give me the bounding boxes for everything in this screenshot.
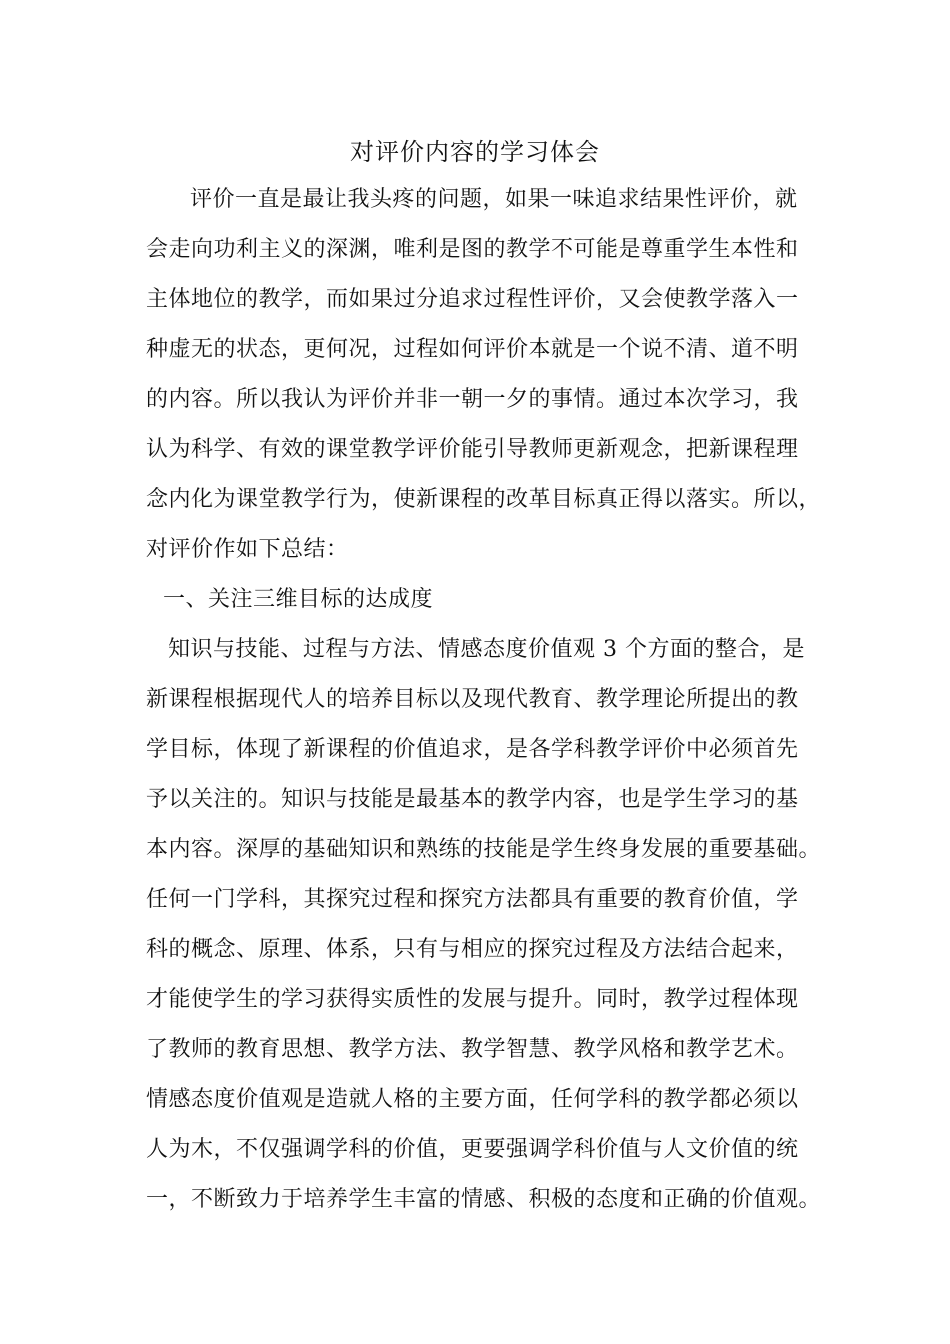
body-line-8: 对评价作如下总结： <box>146 537 349 562</box>
body-line-21: 一，不断致力于培养学生丰富的情感、积极的态度和正确的价值观。 <box>146 1187 822 1212</box>
body-line-20: 人为木，不仅强调学科的价值，更要强调学科价值与人文价值的统 <box>146 1137 799 1162</box>
body-line-5: 的内容。所以我认为评价并非一朝一夕的事情。通过本次学习，我 <box>146 387 799 412</box>
body-line-16: 科的概念、原理、体系，只有与相应的探究过程及方法结合起来， <box>146 937 799 962</box>
body-line-10: 知识与技能、过程与方法、情感态度价值观 3 个方面的整合，是 <box>168 637 805 662</box>
body-line-13: 予以关注的。知识与技能是最基本的教学内容，也是学生学习的基 <box>146 787 799 812</box>
body-line-6: 认为科学、有效的课堂教学评价能引导教师更新观念，把新课程理 <box>146 437 799 462</box>
body-line-18: 了教师的教育思想、教学方法、教学智慧、教学风格和教学艺术。 <box>146 1037 799 1062</box>
body-line-7: 念内化为课堂教学行为，使新课程的改革目标真正得以落实。所以， <box>146 487 822 512</box>
body-line-3: 主体地位的教学，而如果过分追求过程性评价，又会使教学落入一 <box>146 287 799 312</box>
document-title: 对评价内容的学习体会 <box>350 138 600 166</box>
body-line-2: 会走向功利主义的深渊，唯利是图的教学不可能是尊重学生本性和 <box>146 237 799 262</box>
body-line-15: 任何一门学科，其探究过程和探究方法都具有重要的教育价值，学 <box>146 887 799 912</box>
section-heading: 一、关注三维目标的达成度 <box>163 587 434 612</box>
body-line-19: 情感态度价值观是造就人格的主要方面，任何学科的教学都必须以 <box>146 1087 799 1112</box>
body-line-11: 新课程根据现代人的培养目标以及现代教育、教学理论所提出的教 <box>146 687 799 712</box>
body-line-17: 才能使学生的学习获得实质性的发展与提升。同时，教学过程体现 <box>146 987 799 1012</box>
body-line-1: 评价一直是最让我头疼的问题，如果一味追求结果性评价，就 <box>190 187 798 212</box>
body-line-14: 本内容。深厚的基础知识和熟练的技能是学生终身发展的重要基础。 <box>146 837 822 862</box>
body-line-4: 种虚无的状态，更何况，过程如何评价本就是一个说不清、道不明 <box>146 337 799 362</box>
body-line-12: 学目标，体现了新课程的价值追求，是各学科教学评价中必须首先 <box>146 737 799 762</box>
